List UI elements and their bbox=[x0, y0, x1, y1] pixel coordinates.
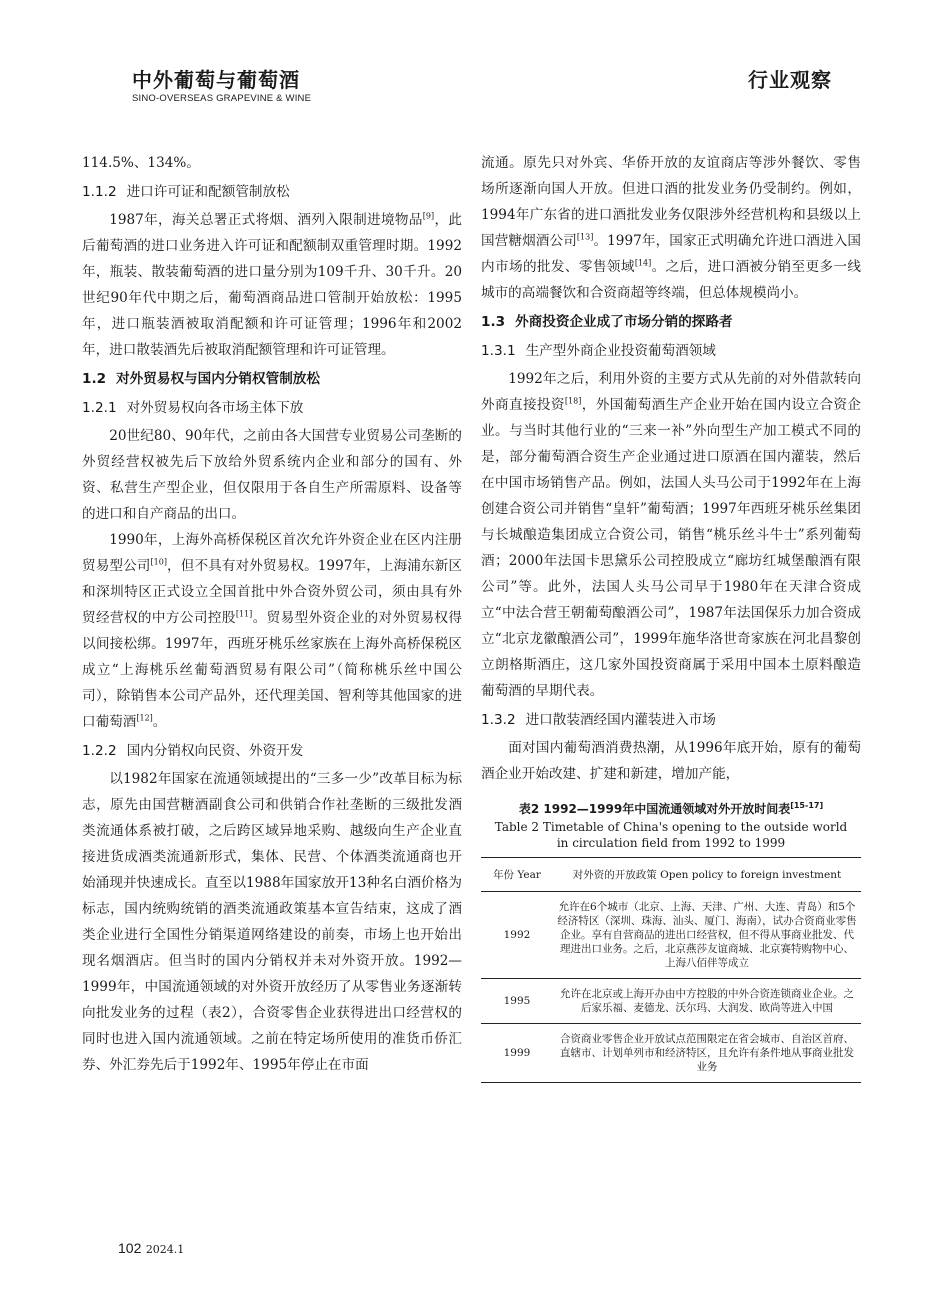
page-number: 102 bbox=[118, 1240, 142, 1256]
paragraph-cont bbox=[481, 150, 861, 306]
paragraph bbox=[82, 207, 462, 363]
text: ，此后葡萄酒的进口业务进入许可证和配额制双重管理时期。1992年，瓶装、散装葡萄酒的进口量分别为109千升、30千升。20世纪90年代中期之后，葡萄酒商品进口管制开始放松：1995年，进口瓶装酒被取消配额和许可证管理；1996年和2002年，进口散装酒先后被取消配额管理和许可证管理。 bbox=[82, 212, 463, 358]
section-label: 行业观察 bbox=[748, 68, 832, 92]
cell-policy: 允许在6个城市（北京、上海、天津、广州、大连、青岛）和5个经济特区（深圳、珠海、汕头、厦门、海南），试办合资商业零售企业。享有自营商品的进出口经营权，但不得从事商业批发、代理进出口业务。之后，北京燕莎友谊商城、北京赛特购物中心、上海八佰伴等成立 bbox=[557, 901, 857, 969]
heading-text: 生产型外商企业投资葡萄酒领域 bbox=[525, 343, 716, 359]
column-header-policy: 对外资的开放政策 Open policy to foreign investment bbox=[572, 869, 842, 881]
column-header-year: 年份 Year bbox=[493, 869, 541, 881]
citation[interactable]: [18] bbox=[564, 396, 582, 406]
heading-1-1-2 bbox=[82, 179, 462, 205]
table-row bbox=[481, 979, 861, 1024]
heading-text: 对外贸易权向各市场主体下放 bbox=[126, 400, 304, 416]
text: ，但不具有对外贸易权。1997年，上海浦东新区和深圳特区正式设立全国首批中外合资外贸公司，须由具有外贸经营权的中方公司控股 bbox=[82, 558, 462, 626]
cell-year: 1995 bbox=[503, 995, 531, 1007]
journal-subtitle: SINO-OVERSEAS GRAPEVINE & WINE bbox=[132, 93, 312, 104]
table-caption-en-line-2: in circulation field from 1992 to 1999 bbox=[556, 836, 786, 850]
citation[interactable]: [12] bbox=[136, 713, 153, 723]
paragraph: 面对国内葡萄酒消费热潮，从1996年底开始，原有的葡萄酒企业开始改建、扩建和新建，增加产能， bbox=[481, 740, 861, 782]
heading-text: 国内分销权向民资、外资开发 bbox=[126, 743, 304, 759]
journal-title: 中外葡萄与葡萄酒 bbox=[132, 68, 300, 92]
citation[interactable]: [11] bbox=[235, 609, 253, 619]
citation[interactable]: [10] bbox=[150, 557, 167, 567]
caption-text: 表2 1992—1999年中国流通领域对外开放时间表 bbox=[518, 802, 791, 816]
heading-number: 1.2 bbox=[82, 371, 107, 387]
table-row bbox=[481, 892, 861, 979]
cell-year: 1999 bbox=[503, 1047, 531, 1059]
heading-1-2-2 bbox=[82, 738, 462, 764]
heading-1-3 bbox=[481, 309, 861, 335]
text: 1990年，上海外高桥保税区首次允许外资企业在区内注册贸易型公司 bbox=[82, 532, 462, 574]
text: 。之后，进口酒被分销至更多一线城市的高端餐饮和合资商超等终端，但总体规模尚小。 bbox=[481, 259, 862, 301]
heading-number: 1.3 bbox=[481, 314, 506, 330]
text: 流通。原先只对外宾、华侨开放的友谊商店等涉外餐饮、零售场所逐渐向国人开放。但进口酒的批发业务仍受制约。例如，1994年广东省的进口酒批发业务仅限涉外经营机构和县级以上国营糖烟酒公司 bbox=[481, 155, 861, 249]
table-caption-en-line-1: Table 2 Timetable of China's opening to the outside world bbox=[494, 820, 848, 834]
paragraph: 以1982年国家在流通领域提出的“三多一少”改革目标为标志，原先由国营糖酒副食公司和供销合作社垄断的三级批发酒类流通体系被打破，之后跨区域异地采购、越级向生产企业直接进货成酒类流通新形式，集体、民营、个体酒类流通商也开始涌现并快速成长。直至以1988年国家放开13种名白酒价格为标志，国内统购统销的酒类流通政策基本宣告结束，这成了酒类企业进行全国性分销渠道网络建设的前奏，市场上也开始出现名烟酒店。但当时的国内分销权并未对外资开放。1992—1999年，中国流通领域的对外资开放经历了从零售业务逐渐转向批发业务的过程（表2），合资零售企业获得进出口经营权的同时也进入国内流通领域。之前在特定场所使用的准货币侨汇券、外汇券先后于1992年、1995年停止在市面 bbox=[82, 771, 462, 1073]
paragraph bbox=[481, 366, 861, 704]
table-caption-cn bbox=[481, 799, 861, 819]
citation[interactable]: [9] bbox=[422, 211, 435, 221]
heading-number: 1.3.1 bbox=[481, 343, 516, 359]
text: 1992年之后，利用外资的主要方式从先前的对外借款转向外商直接投资 bbox=[481, 371, 861, 413]
cell-policy: 允许在北京或上海开办由中方控股的中外合资连锁商业企业。之后家乐福、麦德龙、沃尔玛、大润发、欧尚等进入中国 bbox=[560, 988, 854, 1014]
heading-1-3-1 bbox=[481, 338, 861, 364]
text: 。贸易型外资企业的对外贸易权得以间接松绑。1997年，西班牙桃乐丝家族在上海外高桥保税区成立“上海桃乐丝葡萄酒贸易有限公司”（简称桃乐丝中国公司），除销售本公司产品外，还代理美国、智利等其他国家的进口葡萄酒 bbox=[82, 610, 463, 730]
heading-number: 1.3.2 bbox=[481, 712, 516, 728]
page-footer bbox=[118, 1240, 184, 1257]
paragraph bbox=[82, 527, 462, 735]
heading-number: 1.2.1 bbox=[82, 400, 117, 416]
heading-text: 外商投资企业成了市场分销的探路者 bbox=[515, 314, 733, 330]
heading-1-3-2 bbox=[481, 707, 861, 733]
cell-policy: 合资商业零售企业开放试点范围限定在省会城市、自治区首府、直辖市、计划单列市和经济特区，且允许有条件地从事商业批发业务 bbox=[560, 1033, 854, 1073]
heading-1-2-1 bbox=[82, 395, 462, 421]
policy-table bbox=[481, 857, 861, 1083]
right-column bbox=[481, 150, 861, 1083]
text: 。 bbox=[152, 714, 167, 730]
heading-text: 进口散装酒经国内灌装进入市场 bbox=[525, 712, 716, 728]
paragraph: 20世纪80、90年代，之前由各大国营专业贸易公司垄断的外贸经营权被先后下放给外贸系统内企业和部分的国有、外资、私营生产型企业，但仅限用于各自生产所需原料、设备等的进口和自产商品的出口。 bbox=[82, 428, 462, 522]
citation[interactable]: [14] bbox=[634, 258, 652, 268]
cell-year: 1992 bbox=[503, 929, 531, 941]
text: 。1997年，国家正式明确允许进口酒进入国内市场的批发、零售领域 bbox=[481, 233, 861, 275]
paragraph-cont: 114.5%、134%。 bbox=[82, 155, 200, 171]
table-2 bbox=[481, 799, 861, 1083]
table-row bbox=[481, 1024, 861, 1083]
text: 1987年，海关总署正式将烟、酒列入限制进境物品 bbox=[109, 212, 423, 228]
issue-label: 2024.1 bbox=[145, 1243, 185, 1256]
citation[interactable]: [13] bbox=[576, 232, 594, 242]
left-column bbox=[82, 150, 462, 1078]
heading-number: 1.1.2 bbox=[82, 184, 117, 200]
citation[interactable]: [15-17] bbox=[790, 801, 824, 810]
heading-1-2 bbox=[82, 366, 462, 392]
heading-number: 1.2.2 bbox=[82, 743, 117, 759]
heading-text: 进口许可证和配额管制放松 bbox=[126, 184, 290, 200]
text: ，外国葡萄酒生产企业开始在国内设立合资企业。与当时其他行业的“三来一补”外向型生产加工模式不同的是，部分葡萄酒合资生产企业通过进口原酒在国内灌装，然后在中国市场销售产品。例如，法国人头马公司于1992年在上海创建合资公司并销售“皇轩”葡萄酒；1997年西班牙桃乐丝集团与长城酿造集团成立合资公司，销售“桃乐丝斗牛士”系列葡萄酒；2000年法国卡思黛乐公司控股成立“廊坊红城堡酿酒有限公司”等。此外，法国人头马公司早于1980年在天津合资成立“中法合营王朝葡萄酿酒公司”，1987年法国保乐力加合资成立“北京龙徽酿酒公司”，1999年施华洛世奇家族在河北昌黎创立朗格斯酒庄，这几家外国投资商属于采用中国本土原料酿造葡萄酒的早期代表。 bbox=[481, 397, 862, 699]
heading-text: 对外贸易权与国内分销权管制放松 bbox=[116, 371, 320, 387]
table-header-row bbox=[481, 858, 861, 892]
page-header bbox=[0, 0, 950, 120]
